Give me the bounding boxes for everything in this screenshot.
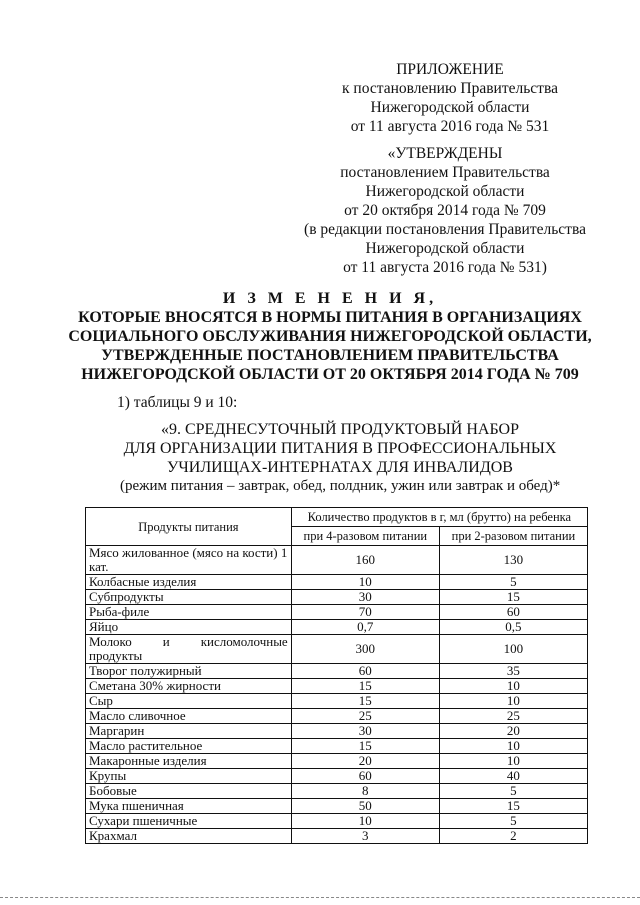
product-name-word: кисломолочные: [200, 634, 288, 649]
value-2meal: 5: [439, 814, 587, 829]
table-row: [86, 620, 588, 635]
value-2meal: 10: [439, 694, 587, 709]
value-2meal: 100: [439, 635, 587, 664]
product-name-word: Молоко: [89, 634, 132, 649]
table-row: [86, 829, 588, 844]
table-row: [86, 590, 588, 605]
header-quantity: Количество продуктов в г, мл (брутто) на ребенка: [291, 508, 587, 527]
heading-line: УТВЕРЖДЕННЫЕ ПОСТАНОВЛЕНИЕМ ПРАВИТЕЛЬСТВА: [101, 347, 559, 364]
product-name: Творог полужирный: [86, 664, 292, 679]
value-2meal: 130: [439, 546, 587, 575]
table-row: [86, 694, 588, 709]
value-2meal: 35: [439, 664, 587, 679]
value-2meal: 10: [439, 679, 587, 694]
annex-line: к постановлению Правительства: [342, 80, 558, 97]
product-name: [86, 635, 292, 664]
approval-line: Нижегородской области: [365, 240, 525, 257]
table-title-line: УЧИЛИЩАХ-ИНТЕРНАТАХ ДЛЯ ИНВАЛИДОВ: [167, 459, 513, 476]
product-name-line: [89, 635, 288, 649]
table-row: [86, 605, 588, 620]
header-4meal: при 4-разовом питании: [291, 527, 439, 546]
table-row: [86, 784, 588, 799]
table-row: [86, 635, 588, 664]
table-title: [120, 420, 560, 496]
value-2meal: 60: [439, 605, 587, 620]
value-4meal: 50: [291, 799, 439, 814]
product-name: Мука пшеничная: [86, 799, 292, 814]
value-2meal: 20: [439, 724, 587, 739]
product-name: Субпродукты: [86, 590, 292, 605]
approval-line: постановлением Правительства: [340, 164, 550, 181]
value-4meal: 25: [291, 709, 439, 724]
product-name: Маргарин: [86, 724, 292, 739]
food-norms-table: [85, 507, 588, 844]
product-name: Яйцо: [86, 620, 292, 635]
value-2meal: 15: [439, 799, 587, 814]
value-4meal: 160: [291, 546, 439, 575]
approval-line: от 11 августа 2016 года № 531): [343, 259, 547, 276]
table-row: [86, 709, 588, 724]
annex-stamp: [300, 60, 600, 136]
value-4meal: 60: [291, 664, 439, 679]
value-4meal: 70: [291, 605, 439, 620]
annex-line: Нижегородской области: [370, 99, 530, 116]
value-4meal: 15: [291, 679, 439, 694]
table-header-row: [86, 508, 588, 527]
table-row: [86, 799, 588, 814]
value-2meal: 5: [439, 784, 587, 799]
approval-stamp: [290, 144, 600, 277]
value-2meal: 10: [439, 754, 587, 769]
product-name: Колбасные изделия: [86, 575, 292, 590]
value-4meal: 30: [291, 724, 439, 739]
product-name: Крахмал: [86, 829, 292, 844]
meal-mode-note: (режим питания – завтрак, обед, полдник, ужин или завтрак и обед)*: [120, 478, 561, 494]
product-name: Макаронные изделия: [86, 754, 292, 769]
heading-title: И З М Е Н Е Н И Я,: [222, 290, 438, 307]
table-row: [86, 739, 588, 754]
product-name: Бобовые: [86, 784, 292, 799]
table-row: [86, 814, 588, 829]
value-4meal: 10: [291, 814, 439, 829]
document-heading: [60, 289, 600, 384]
table-row: [86, 664, 588, 679]
approval-line: Нижегородской области: [365, 183, 525, 200]
value-2meal: 25: [439, 709, 587, 724]
value-4meal: 20: [291, 754, 439, 769]
table-title-line: ДЛЯ ОРГАНИЗАЦИИ ПИТАНИЯ В ПРОФЕССИОНАЛЬНЫХ: [123, 440, 557, 457]
product-name: Масло растительное: [86, 739, 292, 754]
value-4meal: 0,7: [291, 620, 439, 635]
value-4meal: 15: [291, 739, 439, 754]
product-name: Сметана 30% жирности: [86, 679, 292, 694]
table-row: [86, 575, 588, 590]
table-row: [86, 754, 588, 769]
approval-line: (в редакции постановления Правительства: [304, 221, 586, 238]
table-title-line: «9. СРЕДНЕСУТОЧНЫЙ ПРОДУКТОВЫЙ НАБОР: [160, 421, 519, 438]
value-4meal: 3: [291, 829, 439, 844]
value-4meal: 300: [291, 635, 439, 664]
product-name: Масло сливочное: [86, 709, 292, 724]
heading-line: СОЦИАЛЬНОГО ОБСЛУЖИВАНИЯ НИЖЕГОРОДСКОЙ ОБЛАСТИ,: [68, 328, 592, 345]
value-4meal: 60: [291, 769, 439, 784]
value-2meal: 40: [439, 769, 587, 784]
value-4meal: 15: [291, 694, 439, 709]
product-name: Крупы: [86, 769, 292, 784]
value-2meal: 0,5: [439, 620, 587, 635]
header-product: Продукты питания: [86, 508, 292, 546]
product-name-word: продукты: [89, 648, 143, 663]
value-2meal: 10: [439, 739, 587, 754]
value-2meal: 5: [439, 575, 587, 590]
header-2meal: при 2-разовом питании: [439, 527, 587, 546]
product-name: Сыр: [86, 694, 292, 709]
table-row: [86, 546, 588, 575]
table-row: [86, 679, 588, 694]
value-2meal: 15: [439, 590, 587, 605]
point-text: 1) таблицы 9 и 10:: [117, 394, 238, 411]
table-row: [86, 769, 588, 784]
page-cut-line: [0, 897, 640, 900]
value-4meal: 8: [291, 784, 439, 799]
value-4meal: 10: [291, 575, 439, 590]
table-row: [86, 724, 588, 739]
heading-line: КОТОРЫЕ ВНОСЯТСЯ В НОРМЫ ПИТАНИЯ В ОРГАНИЗАЦИЯХ: [78, 309, 582, 326]
product-name: Сухари пшеничные: [86, 814, 292, 829]
product-name: Мясо жилованное (мясо на кости) 1 кат.: [86, 546, 292, 575]
approval-date: от 20 октября 2014 года № 709: [344, 202, 546, 219]
product-name: Рыба-филе: [86, 605, 292, 620]
approval-title: «УТВЕРЖДЕНЫ: [387, 145, 503, 162]
heading-line: НИЖЕГОРОДСКОЙ ОБЛАСТИ ОТ 20 ОКТЯБРЯ 2014 ГОДА № 709: [81, 366, 579, 383]
annex-title: ПРИЛОЖЕНИЕ: [396, 61, 504, 78]
value-2meal: 2: [439, 829, 587, 844]
value-4meal: 30: [291, 590, 439, 605]
product-name-word: и: [162, 634, 170, 649]
annex-date: от 11 августа 2016 года № 531: [350, 118, 550, 135]
